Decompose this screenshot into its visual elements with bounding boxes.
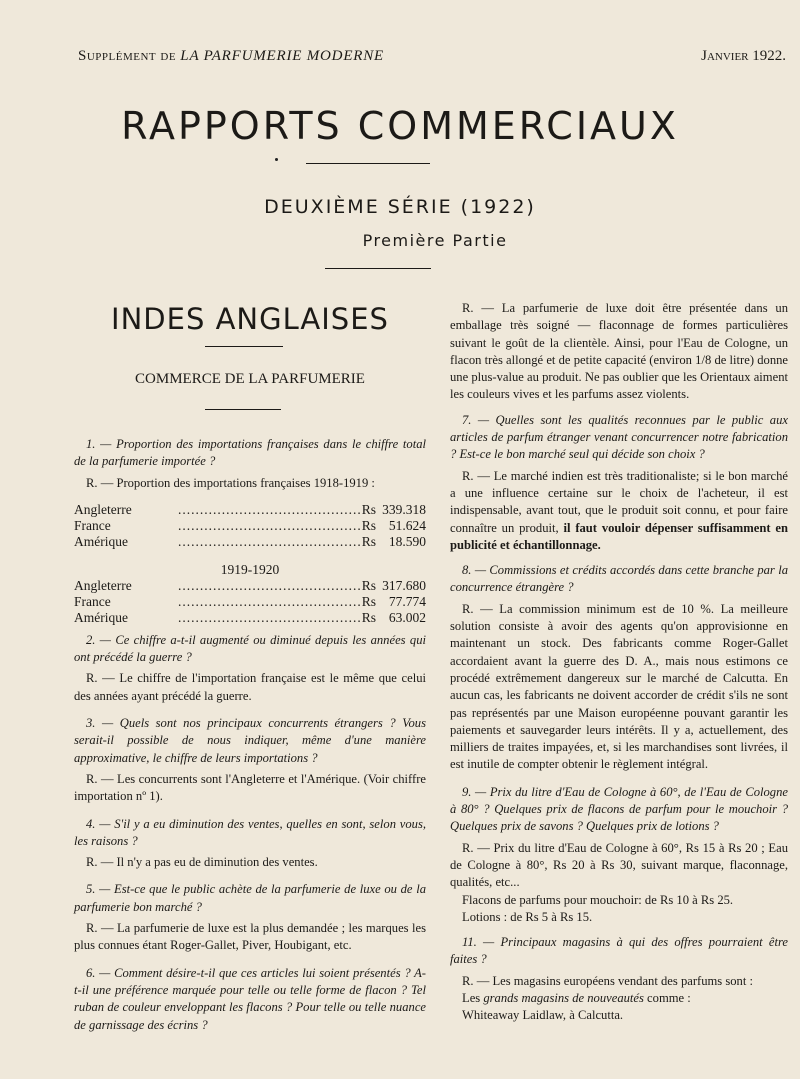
question-8: 8. — Commissions et crédits accordés dans cette branche par la concurrence étrangère ? (450, 563, 788, 595)
table-country: Angleterre (74, 577, 132, 593)
question-6: 6. — Comment désire-t-il que ces articles lui soient présentés ? A-t-il une préférence marquée pour telle ou telle forme de flacon ? Tel ruban de couleur enveloppant les flacons ? Pour telle ou telle nuance de garnissage des écrins ? (74, 965, 426, 1032)
answer-11-stores (450, 990, 788, 1007)
table-country: France (74, 593, 111, 609)
table-value: 339.318 (382, 501, 426, 517)
header-prefix: Supplément de (78, 48, 181, 64)
table-row (74, 534, 426, 550)
answer-9: R. — Prix du litre d'Eau de Cologne à 60°, Rs 15 à Rs 20 ; Eau de Cologne à 80°, Rs 20 à Rs 30, suivant marque, flaconnage, qualités, etc... (450, 840, 788, 890)
table-value: 63.002 (388, 609, 426, 625)
table-value: 77.774 (388, 593, 426, 609)
page-header (78, 48, 786, 70)
title-rule (306, 163, 430, 164)
leader-dots: .......................................... (178, 501, 362, 517)
leader-dots: .......................................... (178, 517, 362, 533)
question-2: 2. — Ce chiffre a-t-il augmenté ou diminué depuis les années qui ont précédé la guerre ? (74, 632, 426, 665)
question-3: 3. — Quels sont nos principaux concurrents étrangers ? Vous serait-il possible de nous indiquer, même d'une manière approximative, le chiffre de leurs importations ? (74, 716, 426, 765)
table-country: Amérique (74, 609, 128, 625)
answer-2: R. — Le chiffre de l'importation française est le même que celui des années ayant précédé la guerre. (74, 671, 426, 703)
import-table-1918 (74, 502, 426, 550)
table-unit: Rs (361, 593, 377, 609)
import-table-1919 (74, 578, 426, 626)
table-unit: Rs (361, 533, 377, 549)
ink-dot (275, 158, 278, 161)
answer-5: R. — La parfumerie de luxe est la plus demandée ; les marques les plus connues étant Roger-Gallet, Piver, Houbigant, etc. (74, 921, 426, 953)
answer-6: R. — La parfumerie de luxe doit être présentée dans un emballage très soigné — flaconnage de formes particulières suivant le goût de la clientèle. Ainsi, pour l'Eau de Cologne, un flacon très allongé et de petite capacité (environ 1/8 de litre) donne une plus-value au produit. Ne pas oublier que les Orientaux aiment les couleurs vives et les parfums assez violents. (450, 301, 788, 402)
part-heading: Première Partie (362, 231, 508, 250)
table-row (74, 502, 426, 518)
journal-name: LA PARFUMERIE MODERNE (180, 48, 385, 64)
question-11: 11. — Principaux magasins à qui des offres pourraient être faites ? (450, 935, 788, 967)
table-unit: Rs (361, 577, 377, 593)
country-rule (205, 346, 283, 347)
header-date: Janvier 1922. (701, 48, 786, 64)
answer-4: R. — Il n'y a pas eu de diminution des ventes. (86, 855, 318, 870)
answer-1: R. — Proportion des importations françaises 1918-1919 : (86, 475, 375, 490)
section-subtitle: COMMERCE DE LA PARFUMERIE (135, 371, 365, 387)
table-value: 18.590 (388, 533, 426, 549)
page-title: RAPPORTS COMMERCIAUX (121, 104, 679, 148)
question-5: 5. — Est-ce que le public achète de la parfumerie de luxe ou de la parfumerie bon marché ? (74, 882, 426, 914)
question-7: 7. — Quelles sont les qualités reconnues par le public aux articles de parfum étranger venant concurrencer notre fabrication ? Est-ce le bon marché seul qui décide son choix ? (450, 412, 788, 462)
table-row (74, 594, 426, 610)
answer-8: R. — La commission minimum est de 10 %. La meilleure solution consiste à avoir des agents qu'on approvisionne en maintenant un stock. Des fabricants comme Roger-Gallet accordaient avant la guerre des D. A., mais nous estimons ce procédé extrêmement dangereux sur le marché de Calcutta. En aucun cas, les fabricants ne doivent accorder de crédit s'ils ne sont pas représentés par une Maison européenne pouvant garantir les paiements et sauvegarder leurs intérêts. Il y a, actuellement, des milliers de traites impayées, et, si les marchandises sont livrées, il est inutile de compter obtenir le règlement intégral. (450, 601, 788, 772)
question-1: 1. — Proportion des importations françaises dans le chiffre total de la parfumerie importée ? (74, 437, 426, 469)
leader-dots: .......................................... (178, 609, 362, 625)
series-rule (325, 268, 431, 269)
table-country: Angleterre (74, 501, 132, 517)
leader-dots: .......................................... (178, 577, 362, 593)
answer-11: R. — Les magasins européens vendant des parfums sont : (462, 973, 753, 988)
table-value: 317.680 (382, 577, 426, 593)
left-column (74, 300, 426, 1034)
answer-7 (450, 468, 788, 554)
question-4: 4. — S'il y a eu diminution des ventes, quelles en sont, selon vous, les raisons ? (74, 816, 426, 848)
subtitle-rule (205, 409, 281, 410)
leader-dots: .......................................... (178, 593, 362, 609)
table-value: 51.624 (388, 517, 426, 533)
country-heading: INDES ANGLAISES (111, 302, 389, 336)
answer-7-emphasis: il faut vouloir dépenser suffisamment en publicité et échantillonnage. (450, 520, 788, 552)
answer-9-flacons: Flacons de parfums pour mouchoir: de Rs 10 à Rs 25. (462, 892, 734, 907)
table-row (74, 610, 426, 626)
answer-7-text: R. — Le marché indien est très traditionaliste; si le bon marché a une influence certaine sur le choix de l'acheteur, il est indispensable, avant tout, que le produit soit connu, et pour faire connaître un produit, (450, 468, 788, 535)
header-publication (78, 48, 384, 65)
table-unit: Rs (361, 609, 377, 625)
table-unit: Rs (361, 517, 377, 533)
answer-11-suffix: comme : (643, 990, 691, 1005)
table-row (74, 518, 426, 534)
table-row (74, 578, 426, 594)
table-year: 1919-1920 (220, 561, 280, 577)
answer-3: R. — Les concurrents sont l'Angleterre et l'Amérique. (Voir chiffre importation nº 1). (74, 771, 426, 804)
answer-9-lotions: Lotions : de Rs 5 à Rs 15. (462, 909, 593, 924)
series-heading: DEUXIÈME SÉRIE (1922) (264, 196, 536, 218)
answer-11-store-name: Whiteaway Laidlaw, à Calcutta. (462, 1008, 624, 1023)
answer-11-prefix: Les (462, 990, 484, 1005)
table-country: Amérique (74, 533, 128, 549)
leader-dots: .......................................... (178, 533, 362, 549)
right-column (450, 300, 788, 1025)
question-9: 9. — Prix du litre d'Eau de Cologne à 60°, de l'Eau de Cologne à 80° ? Quelques prix de flacons de parfum pour le mouchoir ? Quelques prix de savons ? Quelques prix de lotions ? (450, 784, 788, 834)
answer-11-italic: grands magasins de nouveautés (483, 990, 644, 1005)
table-unit: Rs (361, 501, 377, 517)
table-country: France (74, 517, 111, 533)
